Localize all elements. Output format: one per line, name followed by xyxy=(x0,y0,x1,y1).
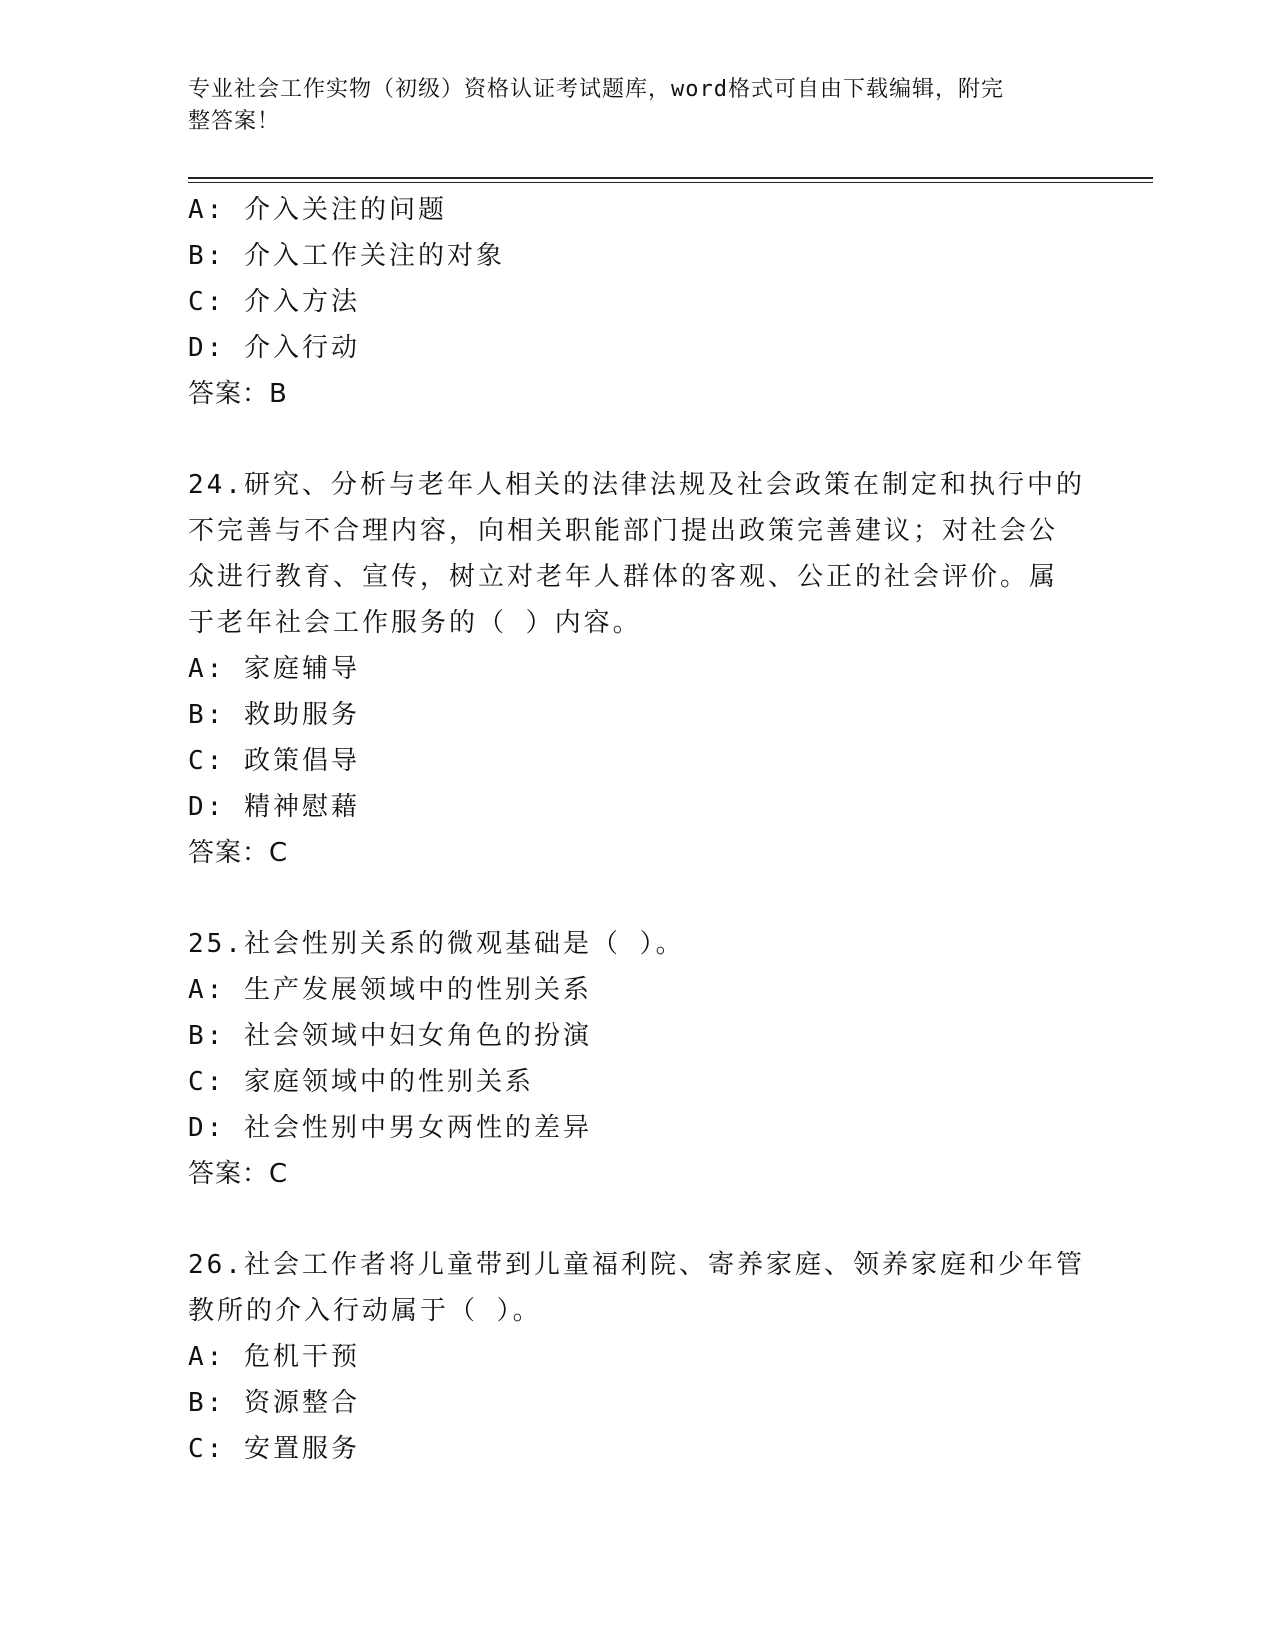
answer-line: 答案：C xyxy=(188,1159,289,1189)
option-b: B: 救助服务 xyxy=(188,700,360,730)
spacer xyxy=(188,417,1088,462)
question-23-partial xyxy=(188,187,1088,417)
question-text-line: 众进行教育、宣传，树立对老年人群体的客观、公正的社会评价。属 xyxy=(188,562,1059,592)
option-c: C: 安置服务 xyxy=(188,1434,360,1464)
document-header xyxy=(188,74,1068,138)
question-text-line: 于老年社会工作服务的（ ）内容。 xyxy=(188,608,642,638)
question-list xyxy=(188,187,1088,1472)
question-24 xyxy=(188,462,1088,876)
spacer xyxy=(188,1197,1088,1242)
option-b: B: 社会领域中妇女角色的扮演 xyxy=(188,1021,592,1051)
question-text-line: 26.社会工作者将儿童带到儿童福利院、寄养家庭、领养家庭和少年管 xyxy=(188,1250,1085,1280)
option-c: C: 政策倡导 xyxy=(188,746,360,776)
option-a: A: 危机干预 xyxy=(188,1342,360,1372)
option-c: C: 家庭领域中的性别关系 xyxy=(188,1067,534,1097)
question-text-line: 24.研究、分析与老年人相关的法律法规及社会政策在制定和执行中的 xyxy=(188,470,1085,500)
option-d: D: 社会性别中男女两性的差异 xyxy=(188,1113,592,1143)
option-a: A: 介入关注的问题 xyxy=(188,195,447,225)
option-b: B: 介入工作关注的对象 xyxy=(188,241,505,271)
question-26 xyxy=(188,1242,1088,1472)
option-d: D: 介入行动 xyxy=(188,333,360,363)
option-a: A: 生产发展领域中的性别关系 xyxy=(188,975,592,1005)
header-divider xyxy=(188,177,1153,183)
option-d: D: 精神慰藉 xyxy=(188,792,360,822)
option-c: C: 介入方法 xyxy=(188,287,360,317)
answer-line: 答案：C xyxy=(188,838,289,868)
option-b: B: 资源整合 xyxy=(188,1388,360,1418)
header-title-line-2: 整答案！ xyxy=(188,109,281,134)
question-text-line: 教所的介入行动属于（ ）。 xyxy=(188,1296,542,1326)
header-title-line-1: 专业社会工作实物（初级）资格认证考试题库，word格式可自由下载编辑，附完 xyxy=(188,77,1004,102)
option-a: A: 家庭辅导 xyxy=(188,654,360,684)
spacer xyxy=(188,876,1088,921)
answer-line: 答案：B xyxy=(188,379,288,409)
question-text-line: 25.社会性别关系的微观基础是（ ）。 xyxy=(188,929,685,959)
question-text-line: 不完善与不合理内容，向相关职能部门提出政策完善建议；对社会公 xyxy=(188,516,1059,546)
question-25 xyxy=(188,921,1088,1197)
